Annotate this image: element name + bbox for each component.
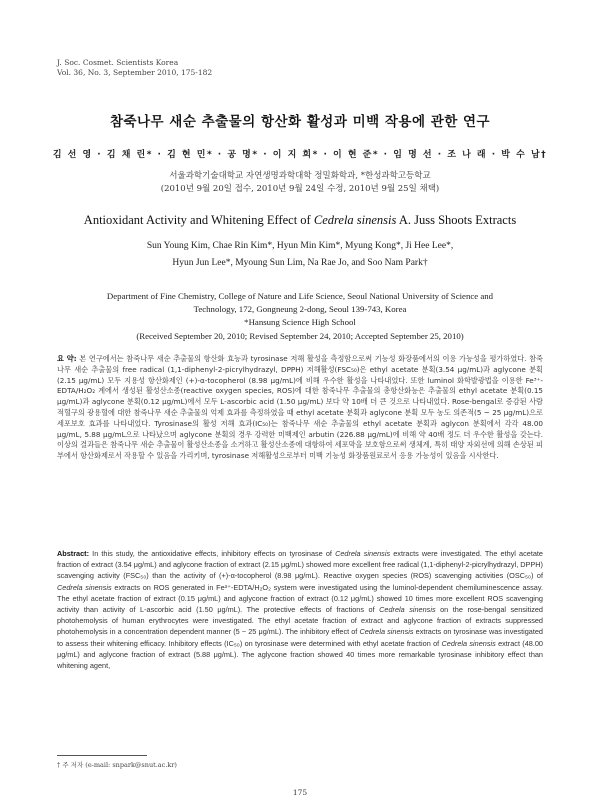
english-title-species: Cedrela sinensis (313, 213, 397, 227)
abstract-segment: extract (48.00 μg/mL) and aglycone fraction of extract (5.88 μg/mL). The aglycone fraction showed 40 times more remarkable tyrosinase inhibitory effect than whitening agent, (57, 638, 543, 671)
english-title (0, 213, 600, 228)
species-name: Cedrela sinensis (441, 638, 496, 648)
english-affiliation-line-2: Technology, 172, Gongneung 2-dong, Seoul 139-743, Korea (193, 304, 407, 315)
english-abstract-label: Abstract: (57, 549, 90, 558)
korean-abstract-text: 본 연구에서는 참죽나무 새순 추출물의 항산화 효능과 tyrosinase 저해 활성을 측정함으로써 기능성 화장품에서의 이용 가능성을 평가하였다. 참죽나무 새순 추출물의 free radical (1,1-diphenyl-2-picrylhydrazyl, DPPH) 저해활성(FSC₅₀)은 ethyl acetate 분획(3.54 μg/mL)과 aglycone 분획(2.15 μg/mL) 모두 지용성 항산화제인 (+)-α-tocopherol (8.98 μg/mL)에 비해 우수한 활성을 나타내었다. 또한 luminol 화학발광법을 이용한 Fe³⁺-EDTA/H₂O₂ 계에서 생성된 활성산소종(reactive oxygen species, ROS)에 대한 참죽나무 추출물의 총항산화능은 추출물의 ethyl acetate 분획(0.15 μg/mL)과 aglycone 분획(0.12 μg/mL)에서 모두 L-ascorbic acid (1.50 μg/mL) 보다 약 10배 더 큰 것으로 나타내었다. Rose-bengal로 증감된 사람 적혈구의 광용혈에 대한 참죽나무 새순 추출물의 억제 효과를 측정하였을 때 ethyl acetate 분획과 aglycone 분획 모두 농도 의존적(5 ~ 25 μg/mL)으로 세포보호 효과를 나타내었다. Tyrosinase의 활성 저해 효과(IC₅₀)는 참죽나무 새순 추출물의 ethyl acetate 분획과 aglycon 분획에서 각각 48.00 μg/mL, 5.88 μg/mL으로 나타났으며 aglycone 분획의 경우 강력한 미백제인 arbutin (226.88 μg/mL)에 비해 약 40배 정도 더 우수한 활성을 갖는다. 이상의 결과들은 참죽나무 새순 추출물이 활성산소종을 소거하고 활성산소종에 대항하여 세포막을 보호함으로써 생체계, 특히 태양 자외선에 의해 손상된 피부에서 항산화제로서 작용할 수 있음을 가리키며, tyrosinase 저해활성으로부터 미백 기능성 화장품원료로서 응용 가능성이 있음을 시사한다. (57, 354, 543, 461)
journal-name: J. Soc. Cosmet. Scientists Korea (57, 58, 179, 67)
english-authors (0, 238, 600, 272)
journal-volume: Vol. 36, No. 3, September 2010, 175-182 (57, 68, 213, 77)
species-name: Cedrela sinensis (359, 627, 414, 637)
abstract-segment: extracts on tyrosinase was investigated to assess their whitening efficacy. Inhibitory effects (IC₅₀) on tyrosinase were determined with ethyl acetate fraction of (57, 627, 543, 648)
english-authors-line-1: Sun Young Kim, Chae Rin Kim*, Hyun Min Kim*, Myung Kong*, Ji Hee Lee*, (146, 241, 454, 251)
english-dates-line: (Received September 20, 2010; Revised September 24, 2010; Accepted September 25, 2010) (136, 330, 464, 341)
abstract-segment: extracts on ROS generated in Fe³⁺-EDTA/H₂O₂ system were investigated using the luminol-dependent chemiluminescence assay. The ethyl acetate fraction of extract (0.15 μg/mL) and aglycone fraction of extract (0.12 μg/mL) showed 10 times more excellent ROS scavenging activity than activity of L-ascorbic acid (1.50 μg/mL). The protective effects of fractions of (57, 582, 543, 615)
corresponding-author-footnote: † 주 저자 (e-mail: snpark@snut.ac.kr) (57, 761, 177, 769)
korean-abstract (57, 354, 543, 462)
abstract-segment: In this study, the antioxidative effects, inhibitory effects on tyrosinase of (92, 549, 336, 558)
english-affiliation-line-1: Department of Fine Chemistry, College of Nature and Life Science, Seoul National University of Science and (106, 291, 494, 301)
korean-title: 참죽나무 새순 추출물의 항산화 활성과 미백 작용에 관한 연구 (109, 114, 491, 130)
english-title-before: Antioxidant Activity and Whitening Effect of (83, 213, 314, 227)
species-name: Cedrela sinensis (379, 605, 436, 615)
english-affiliation (0, 290, 600, 343)
english-affiliation-line-3: *Hansung Science High School (244, 317, 356, 328)
korean-affiliation (0, 170, 600, 196)
species-name: Cedrela sinensis (57, 582, 112, 592)
abstract-segment: extracts were investigated. The ethyl acetate fraction of extract (3.54 μg/mL) and aglycone fraction of extract (2.15 μg/mL) showed more excellent free radical (1,1-diphenyl-2-picrylhydrazyl, DPPH) scavenging activity (FSC₅₀) than the activity of (+)-α-tocopherol (8.98 μg/mL). Reactive oxygen species (ROS) scavenging activities (OSC₅₀) of (57, 549, 543, 581)
korean-affiliation-line: 서울과학기술대학교 자연생명과학대학 정밀화학과, *한성과학고등학교 (169, 171, 431, 181)
english-abstract (57, 548, 543, 671)
abstract-segment: on the rose-bengal sensitized photohemolysis of human erythrocytes were investigated. The ethyl acetate fraction of extract and aglycone fraction of extracts suppressed photohemolysis in a concentration dependent manner (5 ~ 25 μg/mL). The inhibitory effect of (57, 605, 543, 637)
korean-authors: 김 선 영 · 김 채 린* · 김 현 민* · 공 명* · 이 지 희* · 이 현 준* · 임 명 선 · 조 나 래 · 박 수 남† (52, 150, 548, 160)
korean-abstract-label: 요 약: (57, 354, 77, 363)
page-number: 175 (292, 788, 308, 797)
korean-dates-line: (2010년 9월 20일 접수, 2010년 9월 24일 수정, 2010년 9월 25일 채택) (160, 184, 440, 194)
english-authors-line-2: Hyun Jun Lee*, Myoung Sun Lim, Na Rae Jo, and Soo Nam Park† (172, 258, 428, 268)
journal-header (57, 58, 212, 78)
species-name: Cedrela sinensis (335, 549, 391, 558)
english-title-after: A. Juss Shoots Extracts (396, 213, 517, 227)
footnote-divider (57, 755, 147, 756)
